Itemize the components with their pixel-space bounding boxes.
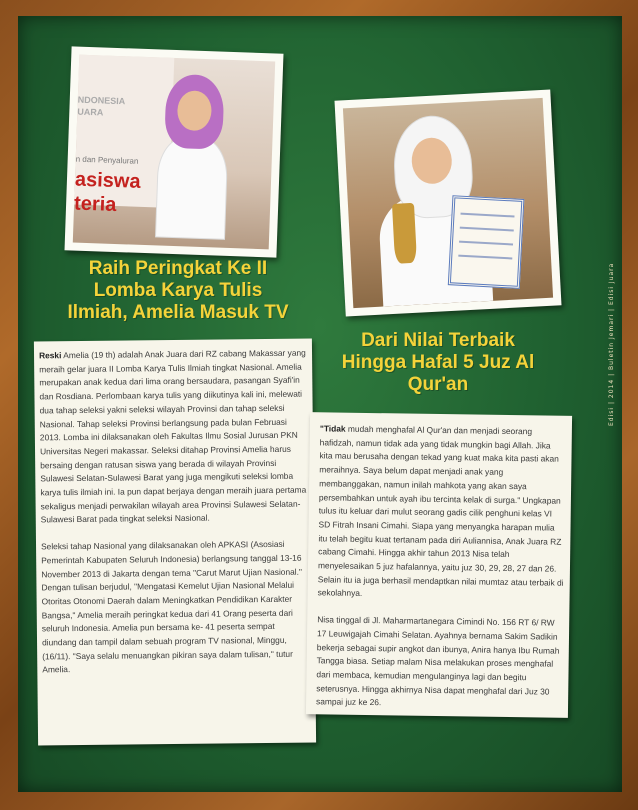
article2-para1 xyxy=(317,422,565,604)
trophy-icon xyxy=(392,203,417,264)
article2-paper xyxy=(306,412,572,718)
photo-amelia-image xyxy=(73,55,275,250)
article1-body xyxy=(39,347,310,691)
article1-para1 xyxy=(39,347,308,528)
article1-title: Raih Peringkat Ke II Lomba Karya Tulis Ilmiah, Amelia Masuk TV xyxy=(67,258,289,324)
banner-text-2: UARA xyxy=(77,106,104,118)
article2-lead: "Tidak xyxy=(319,423,346,434)
article1-lead: Reski xyxy=(38,350,62,361)
article2-title: Dari Nilai Terbaik Hingga Hafal 5 Juz Al Qur'an xyxy=(341,330,535,396)
article1-paper xyxy=(34,339,316,746)
article2-body xyxy=(316,422,566,725)
banner-text-4: asiswa xyxy=(74,168,141,193)
article1-para1-text: Amelia (19 th) adalah Anak Juara dari RZ cabang Makassar yang meraih gelar juara II Lomba Karya Tulis Ilmiah tingkat Nasional. Amelia merupakan anak kedua dari lima orang bersaudara, pasangan Syafi'in dan Rosdiana. Perlombaan karya tulis yang diikutinya kali ini, melewati dua tahap seleksi yakni seleksi wilayah Provinsi dan tahap seleksi Nasional. Tahap seleksi Provinsi berlangsung pada bulan Februasi 2013. Lomba ini dilaksanakan oleh Fakultas Ilmu Sosial Jurusan PKN Universitas Negeri makassar. Seleksi ditahap Provinsi Amelia harus bersaing dengan ratusan siswa yang berada di wilayah Provinsi Sulawesi Selatan-Sulawesi Barat yang juga mengikuti seleksi lomba karya tulis ilmiah ini. Ia pun dapat berjaya dengan meraih juara pertama sekaligus menjadi perwakilan wilayah area Provinsi Sulawesi Selatan-Sulawesi Barat pada tingkat seleksi Nasional. xyxy=(39,347,307,525)
photo-nisa-image xyxy=(343,98,553,308)
article2-para1-text: mudah menghafal Al Qur'an dan menjadi seorang hafidzah, namun tidak ada yang tidak mungkin bagi Allah. Jika kita mau berusaha dengan tekad yang kuat maka kita pasti akan meraihnya. Saya belum dapat menjadi anak yang membanggakan, namun inilah mahkota yang akan saya persembahkan untuk ayah ibu tercinta kelak di surga." Ungkapan tulus itu keluar dari mulut seorang gadis cilik penghuni kelas VI SD Fitrah Insani Cimahi. Siapa yang menyangka harapan mulia itu telah begitu kuat tertanam pada diri Auliannisa, Anak Juara RZ cabang Cimahi. Hingga akhir tahun 2013 Nisa telah menyelesaikan 5 juz hafalannya, yaitu juz 30, 29, 28, 27 dan 26. Selain itu ia juga berhasil mendaptkan nilai mumtaz atau terbaik di sekolahnya. xyxy=(317,423,564,599)
edge-note: Edisi | 2014 | Buletin Jemari | Edisi Juara xyxy=(608,262,615,426)
article1-para2: Seleksi tahap Nasional yang dilaksanakan oleh APKASI (Asosiasi Pemerintah Kabupaten Seluruh Indonesia) berlangsung tanggal 13-16 November 2013 di Jakarta dengan tema "Carut Marut Ujian Nasional." Dengan tulisan berjudul, "Mengatasi Kemelut Ujian Nasional Melalui Otoritas Otonomi Daerah dalam Meningkatkan Pendidikan Karakter Bangsa," Amelia meraih peringkat kedua dari 41 Orang peserta dari seluruh Indonesia. Amelia pun bersama ke- 41 peserta sempat diundang dan tampil dalam sebuah program TV nasional, Minggu, (16/11). "Saya selalu menuangkan pikiran saya dalam tulisan," tutur Amelia. xyxy=(40,538,302,675)
banner-text-3: n dan Penyaluran xyxy=(75,154,139,166)
banner-text-1: NDONESIA xyxy=(77,94,126,107)
photo-nisa xyxy=(334,89,561,316)
certificate xyxy=(448,195,525,289)
banner-text-5: teria xyxy=(73,192,117,217)
article2-para2: Nisa tinggal di Jl. Maharmartanegara Cimindi No. 156 RT 6/ RW 17 Leuwigajah Cimahi Selatan. Ayahnya bernama Sakim Sadikin bekerja sebagai supir angkot dan ibunya, Anira hanya Ibu Rumah Tangga biasa. Setiap malam Nisa melakukan proses menghafal dari membaca, kemudian mengulanginya lagi dan begitu seterusnya. Hingga akhirnya Nisa dapat menghafal dari Juz 30 sampai juz ke 26. xyxy=(316,614,560,708)
photo-amelia xyxy=(65,46,284,257)
person-body xyxy=(155,135,229,239)
